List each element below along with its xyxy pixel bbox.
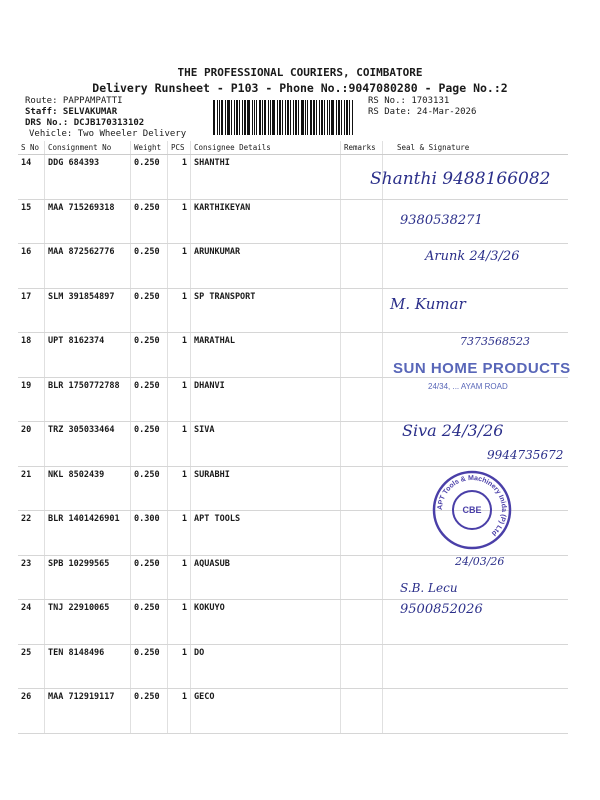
signature-21: 9944735672 <box>487 448 564 462</box>
weight-cell: 0.250 <box>131 644 168 689</box>
remarks-cell <box>341 466 383 511</box>
consignment-no-cell: MAA 715269318 <box>45 199 131 244</box>
barcode-bar <box>324 100 325 135</box>
consignee-cell: ARUNKUMAR <box>191 244 341 289</box>
col-sno: S No <box>18 141 45 155</box>
col-remarks: Remarks <box>341 141 383 155</box>
barcode-bar <box>268 100 269 135</box>
rs-number: RS No.: 1703131 <box>368 96 450 106</box>
barcode-bar <box>247 100 250 135</box>
table-row <box>18 644 568 689</box>
pcs-cell: 1 <box>168 600 191 645</box>
stamp-address: 24/34, ... AYAM ROAD <box>428 382 508 391</box>
table-row <box>18 199 568 244</box>
seal-signature-cell <box>383 689 569 734</box>
weight-cell: 0.300 <box>131 511 168 556</box>
barcode-bar <box>346 100 348 135</box>
weight-cell: 0.250 <box>131 466 168 511</box>
barcode-bar <box>293 100 294 135</box>
barcode-bar <box>298 100 299 135</box>
apt-stamp-graphic <box>432 470 512 550</box>
consignee-cell: SIVA <box>191 422 341 467</box>
pcs-cell: 1 <box>168 644 191 689</box>
barcode-bar <box>277 100 278 135</box>
weight-cell: 0.250 <box>131 422 168 467</box>
col-weight: Weight <box>131 141 168 155</box>
s-no-cell: 15 <box>18 199 45 244</box>
col-consignee: Consignee Details <box>191 141 341 155</box>
barcode-bar <box>301 100 304 135</box>
signature-24: S.B. Lecu <box>400 581 458 595</box>
s-no-cell: 25 <box>18 644 45 689</box>
col-seal: Seal & Signature <box>383 141 569 155</box>
s-no-cell: 23 <box>18 555 45 600</box>
barcode-bar <box>262 100 263 135</box>
table-row <box>18 288 568 333</box>
barcode-bar <box>313 100 315 135</box>
barcode-bar <box>242 100 243 135</box>
consignee-cell: SHANTHI <box>191 155 341 200</box>
barcode-bar <box>305 100 306 135</box>
s-no-cell: 26 <box>18 689 45 734</box>
weight-cell: 0.250 <box>131 600 168 645</box>
barcode-bar <box>344 100 345 135</box>
consignment-no-cell: UPT 8162374 <box>45 333 131 378</box>
barcode-bar <box>234 100 235 135</box>
barcode-bar <box>285 100 286 135</box>
s-no-cell: 19 <box>18 377 45 422</box>
pcs-cell: 1 <box>168 689 191 734</box>
barcode-bar <box>270 100 271 135</box>
barcode-bar <box>254 100 255 135</box>
barcode-bar <box>352 100 353 135</box>
col-pcs: PCS <box>168 141 191 155</box>
col-consignment: Consignment No <box>45 141 131 155</box>
remarks-cell <box>341 377 383 422</box>
s-no-cell: 17 <box>18 288 45 333</box>
consignment-no-cell: SPB 10299565 <box>45 555 131 600</box>
pcs-cell: 1 <box>168 511 191 556</box>
consignee-cell: SURABHI <box>191 466 341 511</box>
barcode-bar <box>225 100 226 135</box>
consignee-cell: AQUASUB <box>191 555 341 600</box>
consignee-cell: KARTHIKEYAN <box>191 199 341 244</box>
stamp-text: SUN HOME PRODUCTS <box>393 360 571 377</box>
remarks-cell <box>341 644 383 689</box>
remarks-cell <box>341 244 383 289</box>
consignee-cell: MARATHAL <box>191 333 341 378</box>
consignee-cell: GECO <box>191 689 341 734</box>
s-no-cell: 20 <box>18 422 45 467</box>
weight-cell: 0.250 <box>131 555 168 600</box>
weight-cell: 0.250 <box>131 199 168 244</box>
consignment-no-cell: BLR 1401426901 <box>45 511 131 556</box>
barcode-bar <box>321 100 323 135</box>
consignee-cell: APT TOOLS <box>191 511 341 556</box>
barcode-bar <box>217 100 218 135</box>
barcode-bar <box>287 100 289 135</box>
seal-signature-cell <box>383 644 569 689</box>
pcs-cell: 1 <box>168 244 191 289</box>
barcode-bar <box>259 100 261 135</box>
pcs-cell: 1 <box>168 155 191 200</box>
consignment-no-cell: MAA 712919117 <box>45 689 131 734</box>
barcode-bar <box>252 100 253 135</box>
sun-home-stamp <box>393 360 593 396</box>
remarks-cell <box>341 199 383 244</box>
consignment-no-cell: TNJ 22910065 <box>45 600 131 645</box>
pcs-cell: 1 <box>168 377 191 422</box>
pcs-cell: 1 <box>168 555 191 600</box>
consignee-cell: DO <box>191 644 341 689</box>
barcode-bar <box>244 100 246 135</box>
barcode-bar <box>231 100 232 135</box>
barcode-bar <box>319 100 320 135</box>
barcode-bar <box>279 100 281 135</box>
consignee-cell: SP TRANSPORT <box>191 288 341 333</box>
weight-cell: 0.250 <box>131 377 168 422</box>
barcode-bar <box>219 100 220 135</box>
barcode-bar <box>341 100 342 135</box>
barcode-bar <box>256 100 257 135</box>
barcode-bar <box>282 100 283 135</box>
vehicle: Vehicle: Two Wheeler Delivery <box>29 129 187 139</box>
pcs-cell: 1 <box>168 199 191 244</box>
pcs-cell: 1 <box>168 333 191 378</box>
barcode-bar <box>329 100 330 135</box>
stamp-center-text: CBE <box>462 505 482 515</box>
remarks-cell <box>341 600 383 645</box>
remarks-cell <box>341 511 383 556</box>
remarks-cell <box>341 288 383 333</box>
table-row <box>18 600 568 645</box>
weight-cell: 0.250 <box>131 155 168 200</box>
barcode <box>213 100 365 135</box>
consignment-no-cell: TEN 8148496 <box>45 644 131 689</box>
consignment-no-cell: TRZ 305033464 <box>45 422 131 467</box>
consignment-no-cell: MAA 872562776 <box>45 244 131 289</box>
stamp-ring-textpath: APT Tools & Machinery Inida (P) Ltd <box>436 474 508 537</box>
s-no-cell: 21 <box>18 466 45 511</box>
remarks-cell <box>341 333 383 378</box>
barcode-bar <box>221 100 223 135</box>
weight-cell: 0.250 <box>131 244 168 289</box>
barcode-bar <box>310 100 312 135</box>
consignment-no-cell: BLR 1750772788 <box>45 377 131 422</box>
barcode-bar <box>236 100 238 135</box>
barcode-bar <box>307 100 308 135</box>
consignee-cell: DHANVI <box>191 377 341 422</box>
company-title: THE PROFESSIONAL COURIERS, COIMBATORE <box>177 66 423 79</box>
table-header <box>18 141 568 155</box>
barcode-bar <box>336 100 337 135</box>
barcode-bar <box>239 100 240 135</box>
barcode-bar <box>227 100 230 135</box>
signature-23: 24/03/26 <box>455 555 505 568</box>
barcode-bar <box>290 100 291 135</box>
table-row <box>18 689 568 734</box>
weight-cell: 0.250 <box>131 288 168 333</box>
pcs-cell: 1 <box>168 422 191 467</box>
weight-cell: 0.250 <box>131 689 168 734</box>
consignment-no-cell: NKL 8502439 <box>45 466 131 511</box>
signature-16: Arunk 24/3/26 <box>425 249 520 264</box>
barcode-bar <box>272 100 275 135</box>
rs-date: RS Date: 24-Mar-2026 <box>368 107 477 117</box>
drs-number: DRS No.: DCJB170313102 <box>25 118 145 128</box>
barcode-bar <box>213 100 215 135</box>
remarks-cell <box>341 555 383 600</box>
barcode-bar <box>331 100 334 135</box>
barcode-bar <box>264 100 266 135</box>
signature-24-phone: 9500852026 <box>400 602 483 617</box>
signature-17: M. Kumar <box>390 295 466 313</box>
pcs-cell: 1 <box>168 466 191 511</box>
signature-14: Shanthi 9488166082 <box>370 169 551 189</box>
weight-cell: 0.250 <box>131 333 168 378</box>
signature-20: Siva 24/3/26 <box>402 421 504 440</box>
signature-15: 9380538271 <box>400 213 483 228</box>
s-no-cell: 18 <box>18 333 45 378</box>
runsheet-subtitle: Delivery Runsheet - P103 - Phone No.:9047080280 - Page No.:2 <box>92 81 508 95</box>
barcode-bar <box>295 100 297 135</box>
consignee-cell: KOKUYO <box>191 600 341 645</box>
pcs-cell: 1 <box>168 288 191 333</box>
barcode-bar <box>327 100 328 135</box>
s-no-cell: 22 <box>18 511 45 556</box>
barcode-bar <box>338 100 340 135</box>
s-no-cell: 16 <box>18 244 45 289</box>
s-no-cell: 24 <box>18 600 45 645</box>
barcode-bar <box>316 100 317 135</box>
apt-tools-stamp <box>432 470 512 550</box>
consignment-no-cell: SLM 391854897 <box>45 288 131 333</box>
remarks-cell <box>341 689 383 734</box>
remarks-cell <box>341 422 383 467</box>
s-no-cell: 14 <box>18 155 45 200</box>
staff: Staff: SELVAKUMAR <box>25 107 118 117</box>
barcode-bar <box>349 100 350 135</box>
route: Route: PAPPAMPATTI <box>25 96 123 106</box>
signature-18: 7373568523 <box>460 335 530 348</box>
consignment-no-cell: DDG 684393 <box>45 155 131 200</box>
